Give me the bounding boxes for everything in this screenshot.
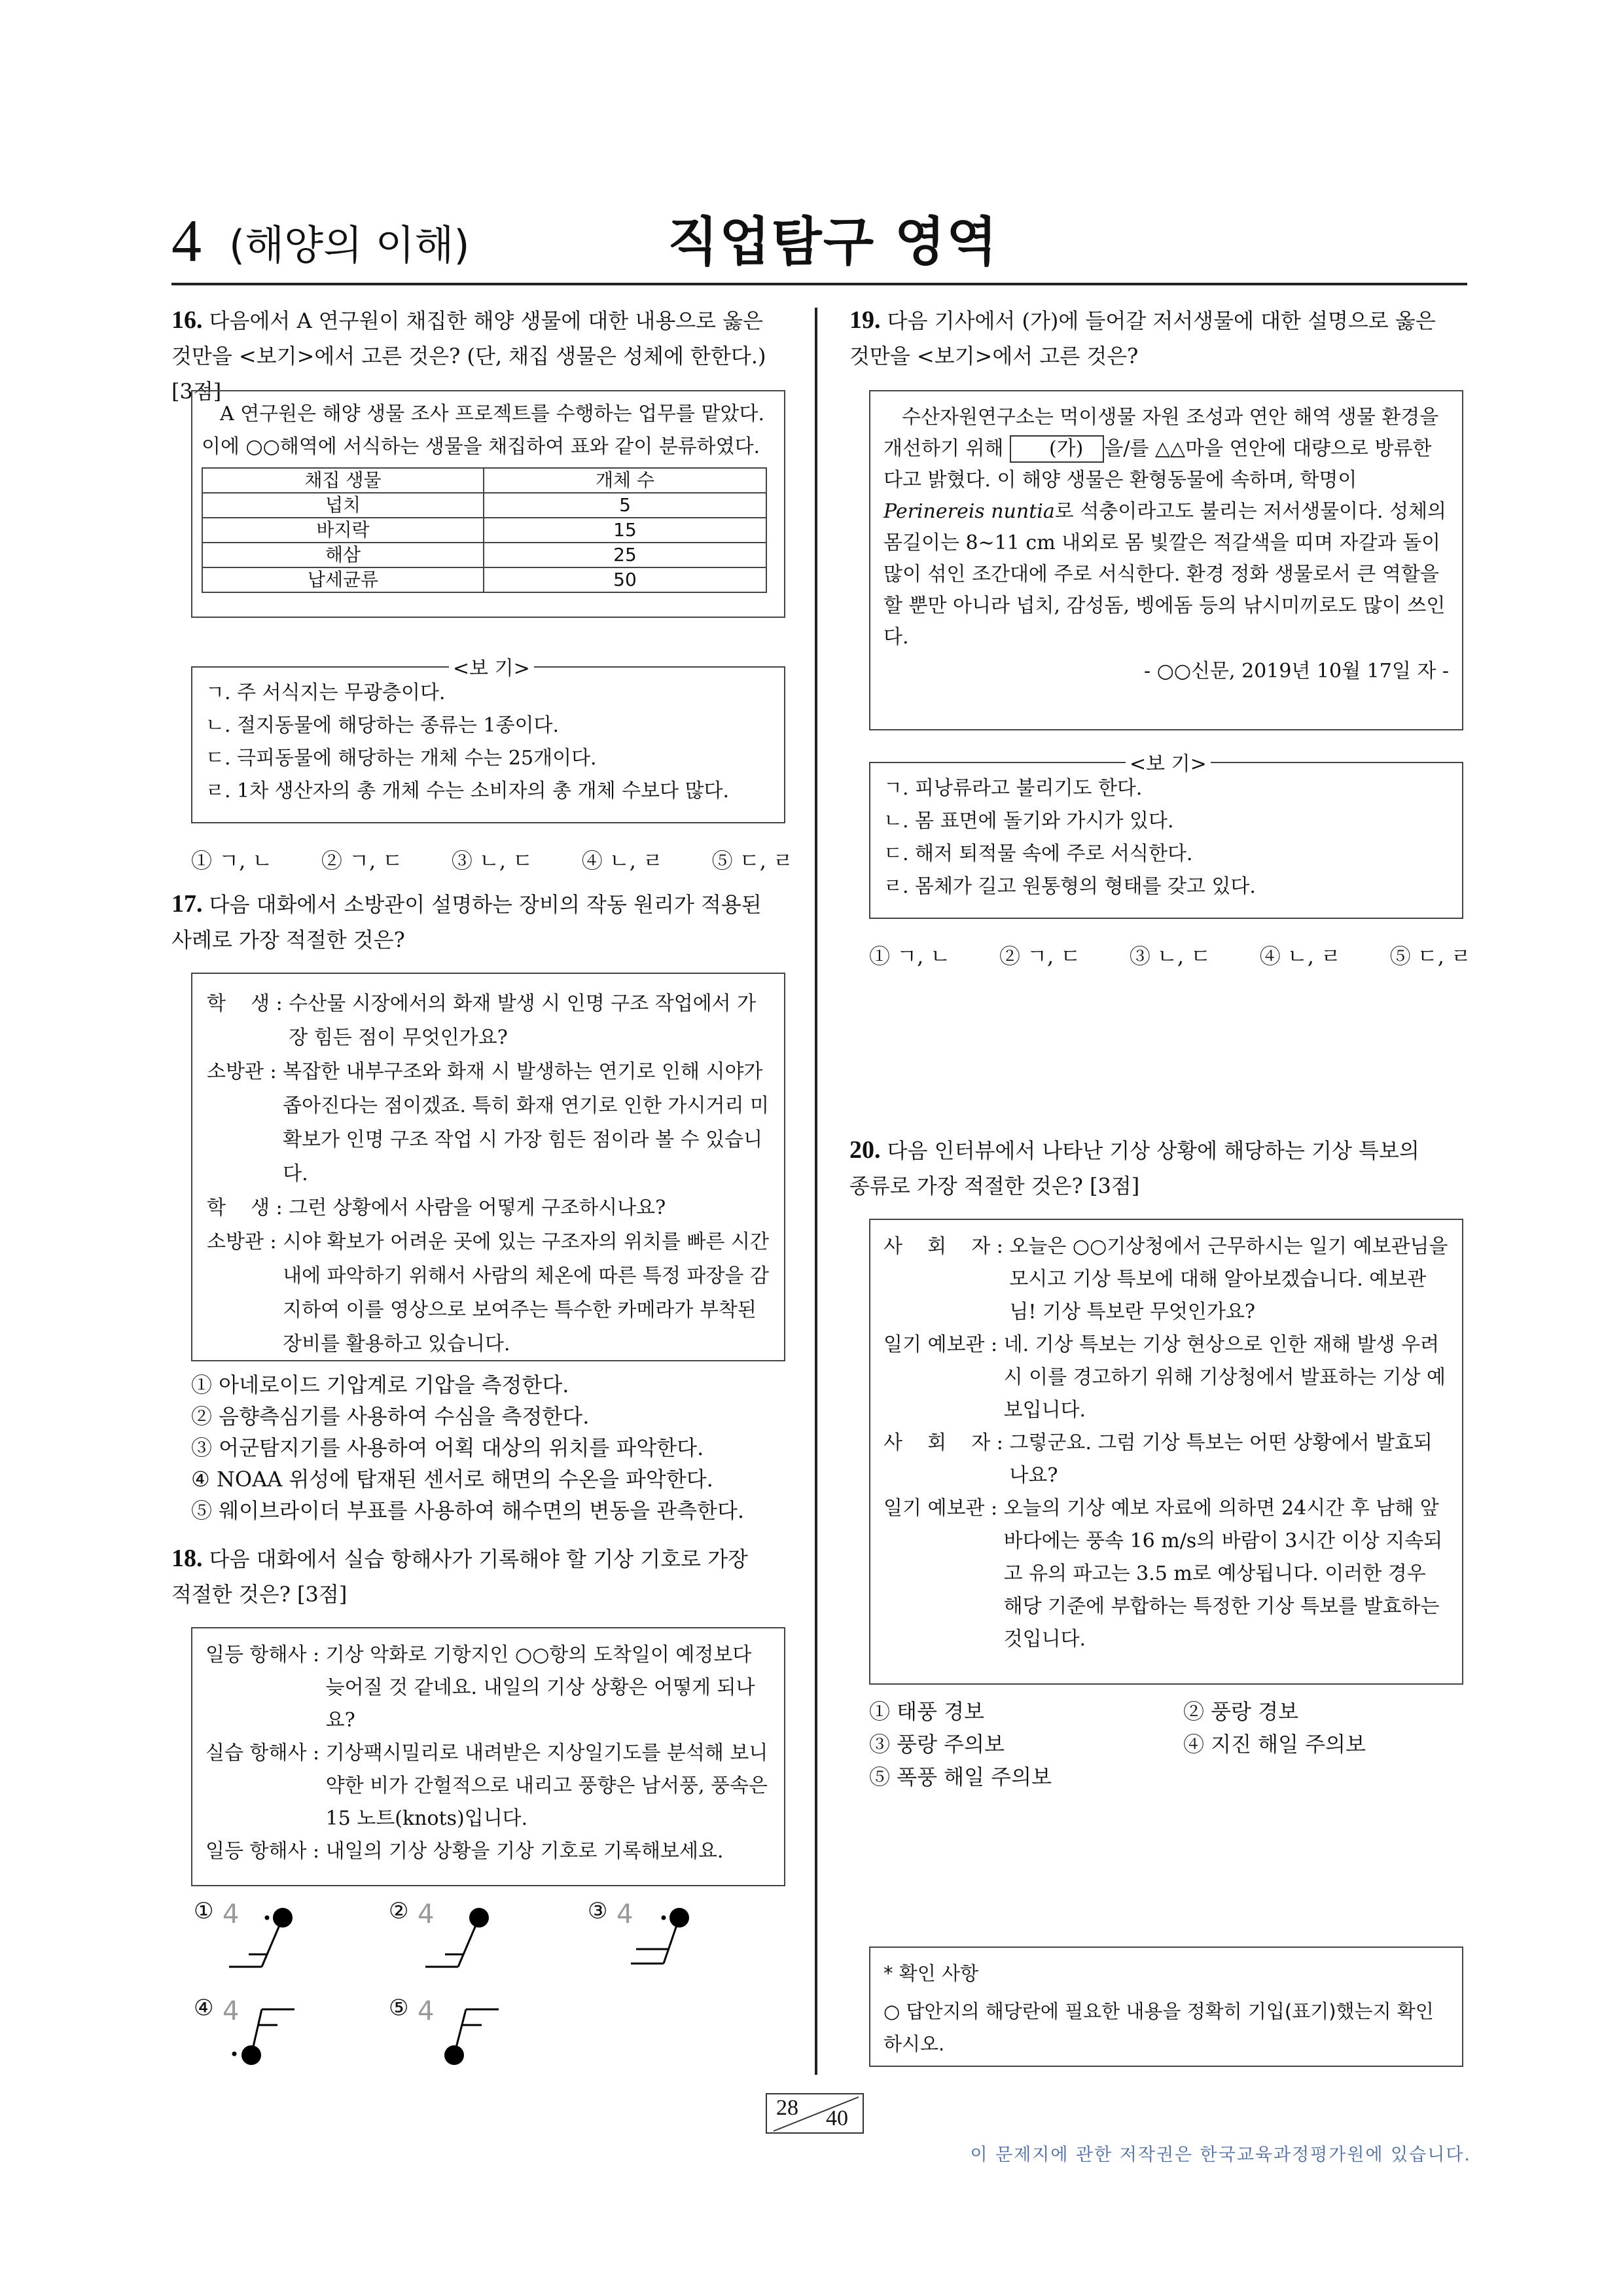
- speaker-label: 사 회 자 :: [883, 1431, 1010, 1454]
- question-number: 16.: [171, 306, 203, 334]
- article-part: 수산자원연구소는 먹이생물 자원 조성과 연안 해역 생물 환경을 개선하기 위해: [883, 406, 1439, 460]
- choice-2[interactable]: ② ㄱ, ㄷ: [321, 848, 403, 873]
- cloud-digit: 4: [223, 1899, 240, 1929]
- dialog-line: [883, 1230, 1449, 1329]
- choice-2[interactable]: ② 풍랑 경보: [1183, 1699, 1298, 1724]
- dialog-line: [207, 987, 770, 1055]
- speech-text: 오늘은 ○○기상청에서 근무하시는 일기 예보관님을 모시고 기상 특보에 대해 알아보겠습니다. 예보관님! 기상 특보란 무엇인가요?: [1009, 1235, 1448, 1323]
- choice-3-label[interactable]: ③: [588, 1898, 608, 1924]
- choice-3[interactable]: ③ ㄴ, ㄷ: [451, 848, 533, 873]
- copyright-notice: 이 문제지에 관한 저작권은 한국교육과정평가원에 있습니다.: [970, 2145, 1471, 2165]
- dialog-line: [207, 1055, 770, 1191]
- choice-4[interactable]: ④ ㄴ, ㄹ: [581, 848, 664, 873]
- page-title: 직업탐구 영역: [668, 211, 999, 272]
- weather-symbol-4[interactable]: [223, 1990, 327, 2075]
- article-source: - ○○신문, 2019년 10월 17일 자 -: [1144, 660, 1449, 683]
- table-cell: 바지락: [202, 518, 484, 543]
- speaker-label: 소방관 :: [207, 1060, 283, 1083]
- rain-dot-icon: [662, 1916, 666, 1920]
- question-stem: 다음 대화에서 실습 항해사가 기록해야 할 기상 기호로 가장: [209, 1547, 748, 1571]
- q17-choices: [191, 1369, 793, 1526]
- bogi-item: ㄷ. 해저 퇴적물 속에 주로 서식한다.: [883, 842, 1193, 865]
- question-stem-line2: 종류로 가장 적절한 것은? [3점]: [849, 1174, 1140, 1198]
- speech-text: 복잡한 내부구조와 화재 시 발생하는 연기로 인해 시야가 좁아진다는 점이겠죠. 특히 화재 연기로 인한 가시거리 미확보가 인명 구조 작업 시 가장 힘든 점이라 볼 수 있습니다.: [283, 1060, 769, 1185]
- choice-4-label[interactable]: ④: [194, 1995, 214, 2021]
- weather-symbol-1[interactable]: [223, 1898, 327, 1983]
- q19-article-box: [869, 390, 1463, 730]
- dialog-line: [207, 1225, 770, 1361]
- table-row: [202, 543, 766, 567]
- cloud-digit: 4: [418, 1899, 435, 1929]
- bogi-title: <보 기>: [1126, 747, 1211, 776]
- choice-5-label[interactable]: ⑤: [389, 1995, 409, 2021]
- question-stem: 다음 인터뷰에서 나타난 기상 상황에 해당하는 기상 특보의: [887, 1138, 1419, 1163]
- speech-text: 그렇군요. 그럼 기상 특보는 어떤 상황에서 발효되나요?: [1009, 1431, 1433, 1487]
- question-18: [171, 1541, 787, 1612]
- dialog-line: [205, 1737, 771, 1835]
- speech-text: 네. 기상 특보는 기상 현상으로 인한 재해 발생 우려 시 이를 경고하기 위해 기상청에서 발표하는 기상 예보입니다.: [1003, 1333, 1446, 1422]
- question-19: [849, 302, 1467, 374]
- question-20: [849, 1132, 1467, 1204]
- speech-text: 오늘의 기상 예보 자료에 의하면 24시간 후 남해 앞바다에는 풍속 16 m/s의 바람이 3시간 이상 지속되고 유의 파고는 3.5 m로 예상됩니다. 이러한 경우 해당 기준에 부합하는 특정한 기상 특보를 발효하는 것입니다.: [1003, 1497, 1443, 1651]
- q20-dialog-box: [869, 1219, 1463, 1685]
- passage-line: 이에 ○○해역에 서식하는 생물을 채집하여 표와 같이 분류하였다.: [202, 435, 760, 458]
- article-text: [883, 402, 1449, 653]
- q19-bogi-box: [869, 762, 1463, 919]
- choice-5[interactable]: ⑤ 웨이브라이더 부표를 사용하여 해수면의 변동을 관측한다.: [191, 1498, 745, 1523]
- bogi-item: ㄱ. 피낭류라고 불리기도 한다.: [883, 777, 1143, 800]
- q19-choices: [869, 940, 1471, 973]
- speaker-label: 일등 항해사 :: [205, 1840, 326, 1863]
- station-circle-icon: [241, 2045, 261, 2065]
- notice-title: * 확인 사항: [883, 1962, 978, 1984]
- choice-1[interactable]: ① ㄱ, ㄴ: [191, 848, 273, 873]
- q16-choices: [191, 844, 793, 877]
- bogi-item: ㄹ. 1차 생산자의 총 개체 수는 소비자의 총 개체 수보다 많다.: [205, 780, 730, 802]
- choice-3[interactable]: ③ 풍랑 주의보: [869, 1732, 1005, 1757]
- speaker-label: 학 생 :: [207, 992, 289, 1015]
- question-stem-line2: 사례로 가장 적절한 것은?: [171, 927, 405, 952]
- speech-text: 기상팩시밀리로 내려받은 지상일기도를 분석해 보니 약한 비가 간헐적으로 내리고 풍향은 남서풍, 풍속은 15 노트(knots)입니다.: [325, 1742, 768, 1830]
- weather-symbol-5[interactable]: [418, 1990, 522, 2075]
- q16-passage-box: [191, 390, 785, 618]
- choice-4[interactable]: ④ 지진 해일 주의보: [1183, 1732, 1366, 1757]
- choice-1[interactable]: ① 아네로이드 기압계로 기압을 측정한다.: [191, 1372, 569, 1397]
- question-stem: 다음 대화에서 소방관이 설명하는 장비의 작동 원리가 적용된: [209, 892, 762, 917]
- question-number: 19.: [849, 306, 881, 334]
- page-total: 40: [826, 2106, 848, 2130]
- subject-name: (해양의 이해): [229, 221, 470, 269]
- column-divider: [815, 308, 817, 2075]
- question-stem: 다음에서 A 연구원이 채집한 해양 생물에 대한 내용으로 옳은: [209, 308, 764, 333]
- cloud-digit: 4: [418, 1996, 435, 2026]
- choice-1[interactable]: ① 태풍 경보: [869, 1699, 984, 1724]
- wind-shaft-icon: [664, 1918, 679, 1964]
- q18-symbol-choices: [194, 1898, 796, 2068]
- article-part: 을/를 △△마을 연안에 대량으로 방류한다고 밝혔다. 이 해양 생물은 환형동물에 속하며, 학명이: [883, 437, 1432, 492]
- page-current: 28: [776, 2096, 798, 2120]
- table-cell: 해삼: [202, 543, 484, 567]
- q16-bogi-box: [191, 666, 785, 823]
- q17-dialog-box: [191, 973, 785, 1361]
- dialog-line: [205, 1835, 771, 1868]
- weather-symbol-3[interactable]: [616, 1898, 728, 1983]
- cloud-digit: 4: [223, 1996, 240, 2026]
- station-circle-icon: [444, 2045, 464, 2065]
- question-stem: 다음 기사에서 (가)에 들어갈 저서생물에 대한 설명으로 옳은: [887, 308, 1436, 333]
- question-number: 17.: [171, 890, 203, 918]
- article-part: 로 석충이라고도 불리는 저서생물이다. 성체의 몸길이는 8~11 cm 내외로 몸 빛깔은 적갈색을 띠며 자갈과 돌이 많이 섞인 조간대에 주로 서식한다. 환경 정화 생물로서 큰 역할을 할 뿐만 아니라 넙치, 감성돔, 벵에돔 등의 낚시미끼로도 많이 쓰인다.: [883, 500, 1447, 649]
- bogi-item: ㄹ. 몸체가 길고 원통형의 형태를 갖고 있다.: [883, 875, 1256, 898]
- dialog-line: [883, 1492, 1449, 1656]
- table-row: [202, 567, 766, 592]
- table-cell: 납세균류: [202, 567, 484, 592]
- table-header: 채집 생물: [202, 468, 484, 493]
- speaker-label: 사 회 자 :: [883, 1235, 1010, 1258]
- question-stem-line2: 것만을 <보기>에서 고른 것은?: [849, 344, 1139, 368]
- choice-3[interactable]: ③ ㄴ, ㄷ: [1129, 944, 1211, 969]
- wind-shaft-icon: [458, 1918, 479, 1967]
- rain-dot-icon: [232, 2052, 237, 2056]
- question-stem-line2: 적절한 것은? [3점]: [171, 1582, 348, 1607]
- question-stem-line2: 것만을 <보기>에서 고른 것은? (단, 채집 생물은 성체에 한한다.) [3점]: [171, 344, 766, 404]
- speech-text: 수산물 시장에서의 화재 발생 시 인명 구조 작업에서 가장 힘든 점이 무엇인가요?: [289, 992, 757, 1049]
- table-cell: 25: [484, 543, 766, 567]
- notice-box: [869, 1946, 1463, 2067]
- weather-symbol-2[interactable]: [418, 1898, 522, 1983]
- table-cell: 넙치: [202, 493, 484, 518]
- question-17: [171, 886, 787, 958]
- bogi-title: <보 기>: [449, 652, 534, 681]
- speaker-label: 실습 항해사 :: [205, 1742, 326, 1765]
- question-number: 18.: [171, 1545, 203, 1572]
- choice-5[interactable]: ⑤ 폭풍 해일 주의보: [869, 1765, 1052, 1789]
- table-cell: 50: [484, 567, 766, 592]
- q20-choices: [869, 1695, 1458, 1793]
- table-header: 개체 수: [484, 468, 766, 493]
- cloud-digit: 4: [616, 1899, 633, 1929]
- header-divider: [171, 283, 1467, 285]
- speech-text: 내일의 기상 상황을 기상 기호로 기록해보세요.: [325, 1840, 724, 1863]
- choice-4[interactable]: ④ NOAA 위성에 탑재된 센서로 해면의 수온을 파악한다.: [191, 1467, 713, 1492]
- choice-5[interactable]: ⑤ ㄷ, ㄹ: [1389, 944, 1471, 969]
- speaker-label: 일기 예보관 :: [883, 1333, 1004, 1356]
- choice-2[interactable]: ② ㄱ, ㄷ: [999, 944, 1081, 969]
- bogi-item: ㄷ. 극피동물에 해당하는 개체 수는 25개이다.: [205, 747, 597, 770]
- choice-1-label[interactable]: ①: [194, 1898, 214, 1924]
- speaker-label: 일기 예보관 :: [883, 1497, 1004, 1520]
- passage-line: A 연구원은 해양 생물 조사 프로젝트를 수행하는 업무를 맡았다.: [220, 403, 764, 425]
- table-row: [202, 493, 766, 518]
- choice-2[interactable]: ② 음향측심기를 사용하여 수심을 측정한다.: [191, 1404, 590, 1429]
- dialog-line: [883, 1427, 1449, 1492]
- dialog-line: [205, 1639, 771, 1737]
- dialog-line: [883, 1329, 1449, 1427]
- choice-1[interactable]: ① ㄱ, ㄴ: [869, 944, 951, 969]
- notice-body: ○ 답안지의 해당란에 필요한 내용을 정확히 기입(표기)했는지 확인하시오.: [883, 2000, 1434, 2055]
- exam-number: 4: [171, 207, 202, 274]
- bogi-item: ㄱ. 주 서식지는 무광층이다.: [205, 681, 446, 704]
- choice-5[interactable]: ⑤ ㄷ, ㄹ: [711, 848, 793, 873]
- choice-4[interactable]: ④ ㄴ, ㄹ: [1259, 944, 1342, 969]
- speaker-label: 학 생 :: [207, 1196, 289, 1219]
- table-row: [202, 518, 766, 543]
- choice-3[interactable]: ③ 어군탐지기를 사용하여 어획 대상의 위치를 파악한다.: [191, 1435, 704, 1460]
- scientific-name: Perinereis nuntia: [883, 500, 1055, 523]
- table-cell: 15: [484, 518, 766, 543]
- speaker-label: 소방관 :: [207, 1230, 283, 1253]
- table-cell: 5: [484, 493, 766, 518]
- choice-2-label[interactable]: ②: [389, 1898, 409, 1924]
- speaker-label: 일등 항해사 :: [205, 1643, 326, 1666]
- page-number-box: [766, 2093, 864, 2134]
- bogi-item: ㄴ. 몸 표면에 돌기와 가시가 있다.: [883, 810, 1174, 833]
- speech-text: 그런 상황에서 사람을 어떻게 구조하시나요?: [289, 1196, 666, 1219]
- speech-text: 기상 악화로 기항지인 ○○항의 도착일이 예정보다 늦어질 것 같네요. 내일의 기상 상황은 어떻게 되나요?: [325, 1643, 755, 1732]
- rain-dot-icon: [265, 1916, 270, 1920]
- dialog-line: [207, 1191, 770, 1225]
- question-number: 20.: [849, 1136, 881, 1164]
- bogi-item: ㄴ. 절지동물에 해당하는 종류는 1종이다.: [205, 714, 559, 737]
- q18-dialog-box: [191, 1627, 785, 1886]
- wind-shaft-icon: [262, 1918, 283, 1967]
- speech-text: 시야 확보가 어려운 곳에 있는 구조자의 위치를 빠른 시간 내에 파악하기 위해서 사람의 체온에 따른 특정 파장을 감지하여 이를 영상으로 보여주는 특수한 카메라가 부착된 장비를 활용하고 있습니다.: [283, 1230, 769, 1355]
- blank-ga: (가): [1010, 435, 1104, 463]
- specimen-table: [202, 467, 767, 593]
